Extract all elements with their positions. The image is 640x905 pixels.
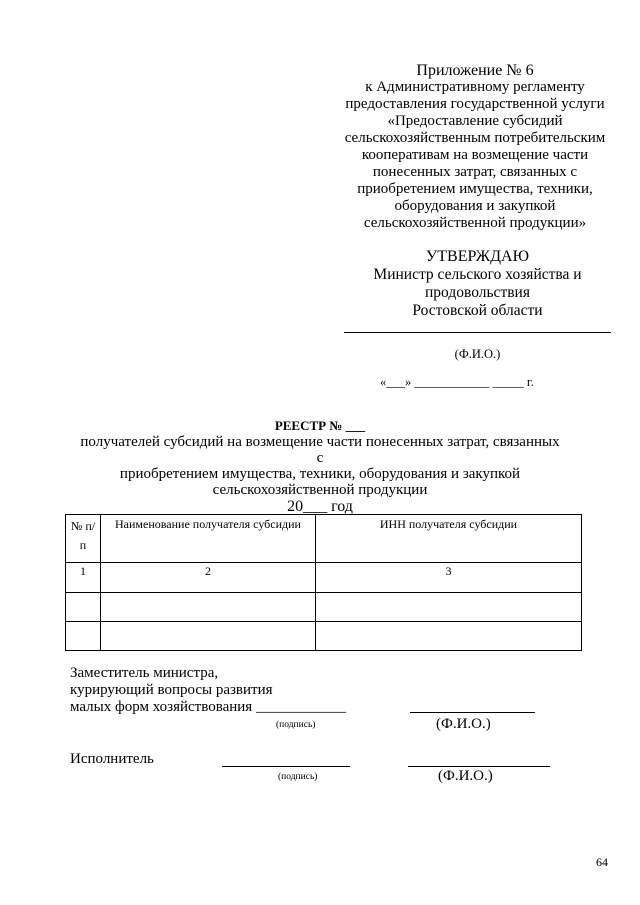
appendix-line: приобретением имущества, техники, [357,181,593,197]
appendix-line: «Предоставление субсидий [387,113,563,129]
table-cell [101,593,316,622]
table-cell [66,622,101,651]
appendix-line: Приложение № 6 [416,62,534,79]
table-row [66,593,582,622]
executor-fio-line [408,766,550,767]
approval-line: Министр сельского хозяйства и [373,266,582,283]
registry-line: приобретением имущества, техники, оборудования и закупкой [119,466,521,482]
executor-sign-line [222,766,350,767]
executor-fio: (Ф.И.О.) [438,768,493,784]
table-row [66,622,582,651]
executor-label: Исполнитель [70,751,154,767]
registry-line: сельскохозяйственной продукции [212,482,428,498]
appendix-line: сельскохозяйственным потребительским [344,130,606,146]
column-header-recipient-name: Наименование получателя субсидии [101,515,316,563]
registry-line: получателей субсидий на возмещение части понесенных затрат, связанных с [80,434,560,466]
deputy-line: Заместитель министра, [70,665,219,681]
deputy-line: малых форм хозяйствования ____________ [70,699,346,715]
column-number-cell: 1 [66,563,101,593]
appendix-line: кооперативам на возмещение части [361,147,589,163]
deputy-sign-label: (подпись) [276,720,316,730]
table-cell [316,593,582,622]
table-numbering-row [66,563,582,593]
appendix-line: оборудования и закупкой [394,198,556,214]
approval-line: Ростовской области [412,302,543,319]
table-cell [66,593,101,622]
column-number-cell: 3 [316,563,582,593]
deputy-fio-line [410,712,535,713]
table-cell [316,622,582,651]
approval-line: продовольствия [425,284,530,301]
deputy-signature-block [70,665,346,716]
registry-description [80,434,560,515]
approval-signature-line [344,332,611,333]
registry-title: РЕЕСТР № ___ [274,418,366,433]
executor-sign-label: (подпись) [278,772,318,782]
appendix-line: предоставления государственной услуги [345,96,605,112]
approval-block [340,248,615,320]
recipients-table [65,514,582,651]
table-header-row [66,515,582,563]
approval-date: «___» ____________ _____ г. [380,375,534,389]
appendix-header [330,62,620,232]
registry-year: 20___ год [287,498,353,515]
table-cell [101,622,316,651]
appendix-line: понесенных затрат, связанных с [372,164,578,180]
appendix-line: к Административному регламенту [365,79,585,95]
column-number-cell: 2 [101,563,316,593]
column-header-number: № п/п [66,515,101,563]
appendix-line: сельскохозяйственной продукции» [363,215,587,231]
deputy-line: курирующий вопросы развития [70,682,273,698]
page-number: 64 [596,855,608,869]
deputy-fio: (Ф.И.О.) [436,716,491,732]
approval-heading: УТВЕРЖДАЮ [425,248,530,265]
approval-fio: (Ф.И.О.) [454,347,501,361]
column-header-inn: ИНН получателя субсидии [316,515,582,563]
